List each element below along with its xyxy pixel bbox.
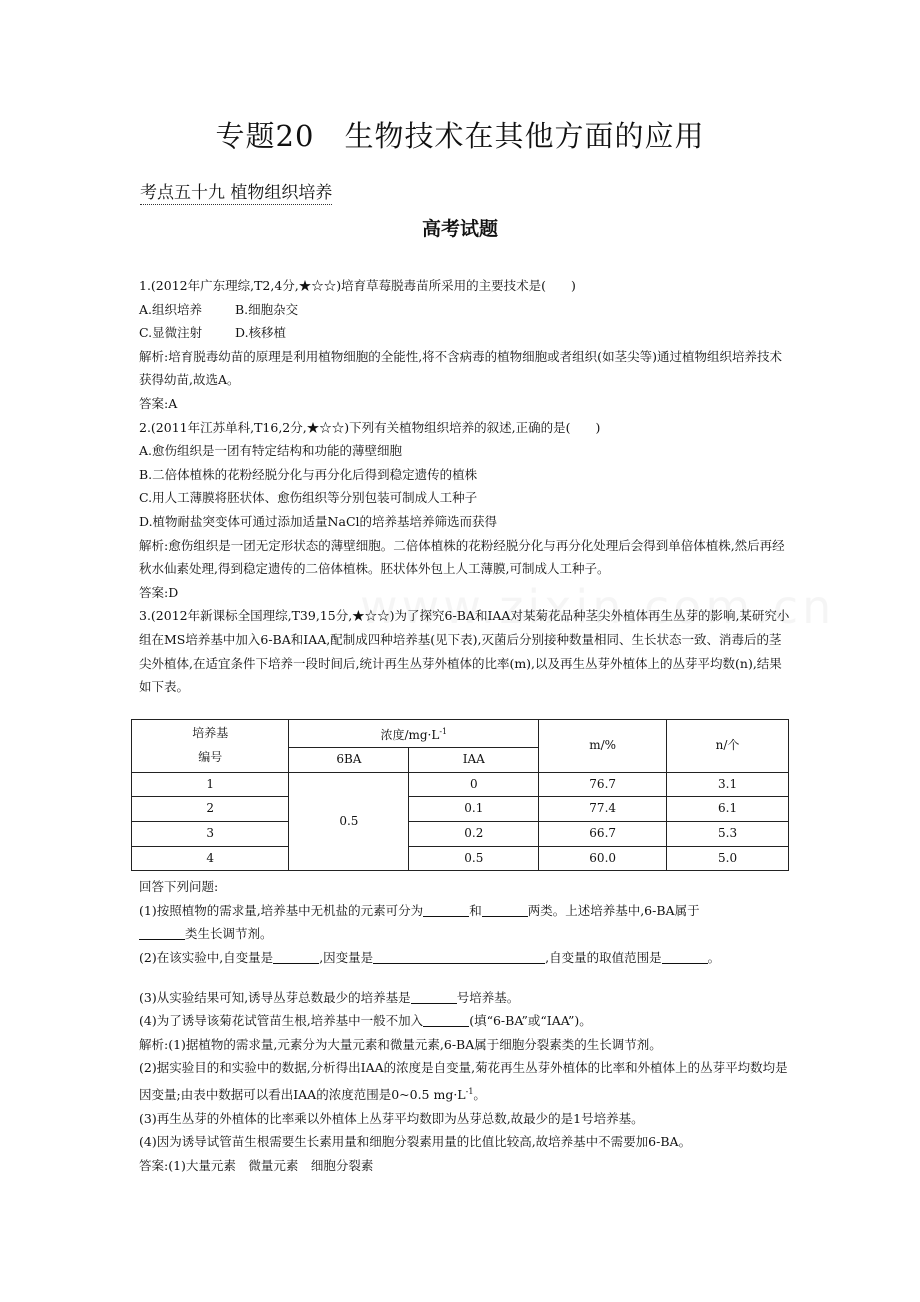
table-row xyxy=(132,797,789,822)
q3-analysis-2 xyxy=(139,1056,791,1106)
cell-m: 77.4 xyxy=(539,797,667,822)
answer-blank[interactable] xyxy=(139,925,185,940)
header-concentration-label: 浓度/mg·L xyxy=(380,727,440,742)
table-row xyxy=(132,772,789,797)
cell-id: 2 xyxy=(132,797,289,822)
q1-analysis: 解析:培育脱毒幼苗的原理是利用植物细胞的全能性,将不含病毒的植物细胞或者组织(如茎尖等)通过植物组织培养技术获得幼苗,故选A。 xyxy=(139,348,782,388)
document-body xyxy=(139,274,791,1178)
header-medium-line1: 培养基 xyxy=(192,726,229,741)
q3-answer: 答案:(1)大量元素 微量元素 细胞分裂素 xyxy=(139,1157,374,1173)
q1-option-b: B.细胞杂交 xyxy=(235,301,299,317)
table-row xyxy=(132,846,789,871)
q3-stem: 3.(2012年新课标全国理综,T39,15分,★☆☆)为了探究6-BA和IAA对某菊花品种茎尖外植体再生丛芽的影响,某研究小组在MS培养基中加入6-BA和IAA,配制成四种培养基(见下表),灭菌后分别接种数量相同、生长状态一致、消毒后的茎尖外植体,在适宜条件下培养一段时间后,统计再生丛芽外植体的比率(m),以及再生丛芽外植体上的丛芽平均数(n),结果如下表。 xyxy=(139,608,790,695)
q3-subq2-text-c: ,自变量的取值范围是 xyxy=(545,950,662,966)
q3-subq1-text-b: 和 xyxy=(469,902,482,918)
q3-subq1-text-c: 两类。上述培养基中,6-BA属于 xyxy=(527,902,700,918)
q2-option-c: C.用人工薄膜将胚状体、愈伤组织等分别包装可制成人工种子 xyxy=(139,490,478,506)
cell-iaa: 0.2 xyxy=(409,822,539,847)
q3-subq4-text-a: (4)为了诱导该菊花试管苗生根,培养基中一般不加入 xyxy=(139,1013,424,1029)
q2-answer: 答案:D xyxy=(139,584,179,600)
answer-blank[interactable] xyxy=(423,1012,469,1027)
header-iaa: IAA xyxy=(409,748,539,773)
answer-blank[interactable] xyxy=(662,949,708,964)
cell-id: 3 xyxy=(132,822,289,847)
cell-id: 1 xyxy=(132,772,289,797)
results-table xyxy=(131,719,789,872)
header-concentration-sup: -1 xyxy=(439,726,448,736)
header-m: m/% xyxy=(539,719,667,772)
q2-option-a: A.愈伤组织是一团有特定结构和功能的薄壁细胞 xyxy=(139,443,403,459)
q1-answer: 答案:A xyxy=(139,395,178,411)
answer-blank[interactable] xyxy=(423,902,469,917)
cell-6ba-merged: 0.5 xyxy=(289,772,409,870)
q3-subq1-text-d: 类生长调节剂。 xyxy=(185,926,273,942)
cell-n: 3.1 xyxy=(667,772,789,797)
cell-n: 5.3 xyxy=(667,822,789,847)
q3-subq1 xyxy=(139,899,791,946)
header-concentration xyxy=(289,719,539,748)
q3-analysis-2-sup: -1 xyxy=(465,1087,474,1096)
header-medium-line2: 编号 xyxy=(198,749,223,764)
subtitle: 高考试题 xyxy=(421,218,498,240)
header-6ba: 6BA xyxy=(289,748,409,773)
q3-subq2-text-d: 。 xyxy=(707,950,721,966)
q3-subq2-text-a: (2)在该实验中,自变量是 xyxy=(139,950,274,966)
section-heading: 考点五十九 植物组织培养 xyxy=(140,178,332,205)
q1-options-row2 xyxy=(139,321,791,345)
q3-subq4-text-b: (填“6-BA”或“IAA”)。 xyxy=(469,1013,592,1029)
q3-prompt: 回答下列问题: xyxy=(139,879,219,895)
cell-iaa: 0.1 xyxy=(409,797,539,822)
page-title: 专题20 生物技术在其他方面的应用 xyxy=(215,119,705,153)
q3-subq2 xyxy=(139,946,791,970)
q3-subq3 xyxy=(139,986,791,1010)
q3-analysis-1: 解析:(1)据植物的需求量,元素分为大量元素和微量元素,6-BA属于细胞分裂素类的生长调节剂。 xyxy=(139,1036,662,1052)
cell-iaa: 0 xyxy=(409,772,539,797)
q2-option-d: D.植物耐盐突变体可通过添加适量NaCl的培养基培养筛选而获得 xyxy=(139,513,498,529)
q1-stem: 1.(2012年广东理综,T2,4分,★☆☆)培育草莓脱毒苗所采用的主要技术是( ) xyxy=(139,278,576,293)
table-row xyxy=(132,822,789,847)
spacer xyxy=(139,970,791,986)
answer-blank[interactable] xyxy=(273,949,319,964)
q3-analysis-4: (4)因为诱导试管苗生根需要生长素用量和细胞分裂素用量的比值比较高,故培养基中不需要加6-BA。 xyxy=(139,1134,692,1150)
cell-m: 76.7 xyxy=(539,772,667,797)
q2-stem: 2.(2011年江苏单科,T16,2分,★☆☆)下列有关植物组织培养的叙述,正确的是( ) xyxy=(139,419,601,435)
header-medium xyxy=(132,719,289,772)
q3-subq4 xyxy=(139,1009,791,1033)
q1-options-row1 xyxy=(139,298,791,322)
cell-n: 5.0 xyxy=(667,846,789,871)
q3-analysis-2-text: (2)据实验目的和实验中的数据,分析得出IAA的浓度是自变量,菊花再生丛芽外植体的比率和外植体上的丛芽平均数均是因变量;由表中数据可以看出IAA的浓度范围是0~0.5 mg·L xyxy=(139,1060,788,1103)
answer-blank[interactable] xyxy=(482,902,528,917)
q3-subq3-text-b: 号培养基。 xyxy=(456,989,520,1005)
q3-analysis-2-end: 。 xyxy=(473,1087,486,1103)
q1-option-c: C.显微注射 xyxy=(139,325,203,341)
q1-option-a: A.组织培养 xyxy=(139,301,203,317)
answer-blank[interactable] xyxy=(373,949,545,964)
q3-subq1-text-a: (1)按照植物的需求量,培养基中无机盐的元素可分为 xyxy=(139,902,424,918)
q2-analysis: 解析:愈伤组织是一团无定形状态的薄壁细胞。二倍体植株的花粉经脱分化与再分化处理后会得到单倍体植株,然后再经秋水仙素处理,得到稳定遗传的二倍体植株。胚状体外包上人工薄膜,可制成人工种子。 xyxy=(139,537,785,577)
cell-m: 66.7 xyxy=(539,822,667,847)
q3-subq3-text-a: (3)从实验结果可知,诱导丛芽总数最少的培养基是 xyxy=(139,989,411,1005)
cell-n: 6.1 xyxy=(667,797,789,822)
q3-subq2-text-b: ,因变量是 xyxy=(319,950,374,966)
cell-iaa: 0.5 xyxy=(409,846,539,871)
q3-analysis-3: (3)再生丛芽的外植体的比率乘以外植体上丛芽平均数即为丛芽总数,故最少的是1号培养基。 xyxy=(139,1110,644,1126)
q2-option-b: B.二倍体植株的花粉经脱分化与再分化后得到稳定遗传的植株 xyxy=(139,466,478,482)
header-n: n/个 xyxy=(667,719,789,772)
q1-option-d: D.核移植 xyxy=(235,325,287,341)
answer-blank[interactable] xyxy=(411,989,457,1004)
cell-id: 4 xyxy=(132,846,289,871)
cell-m: 60.0 xyxy=(539,846,667,871)
